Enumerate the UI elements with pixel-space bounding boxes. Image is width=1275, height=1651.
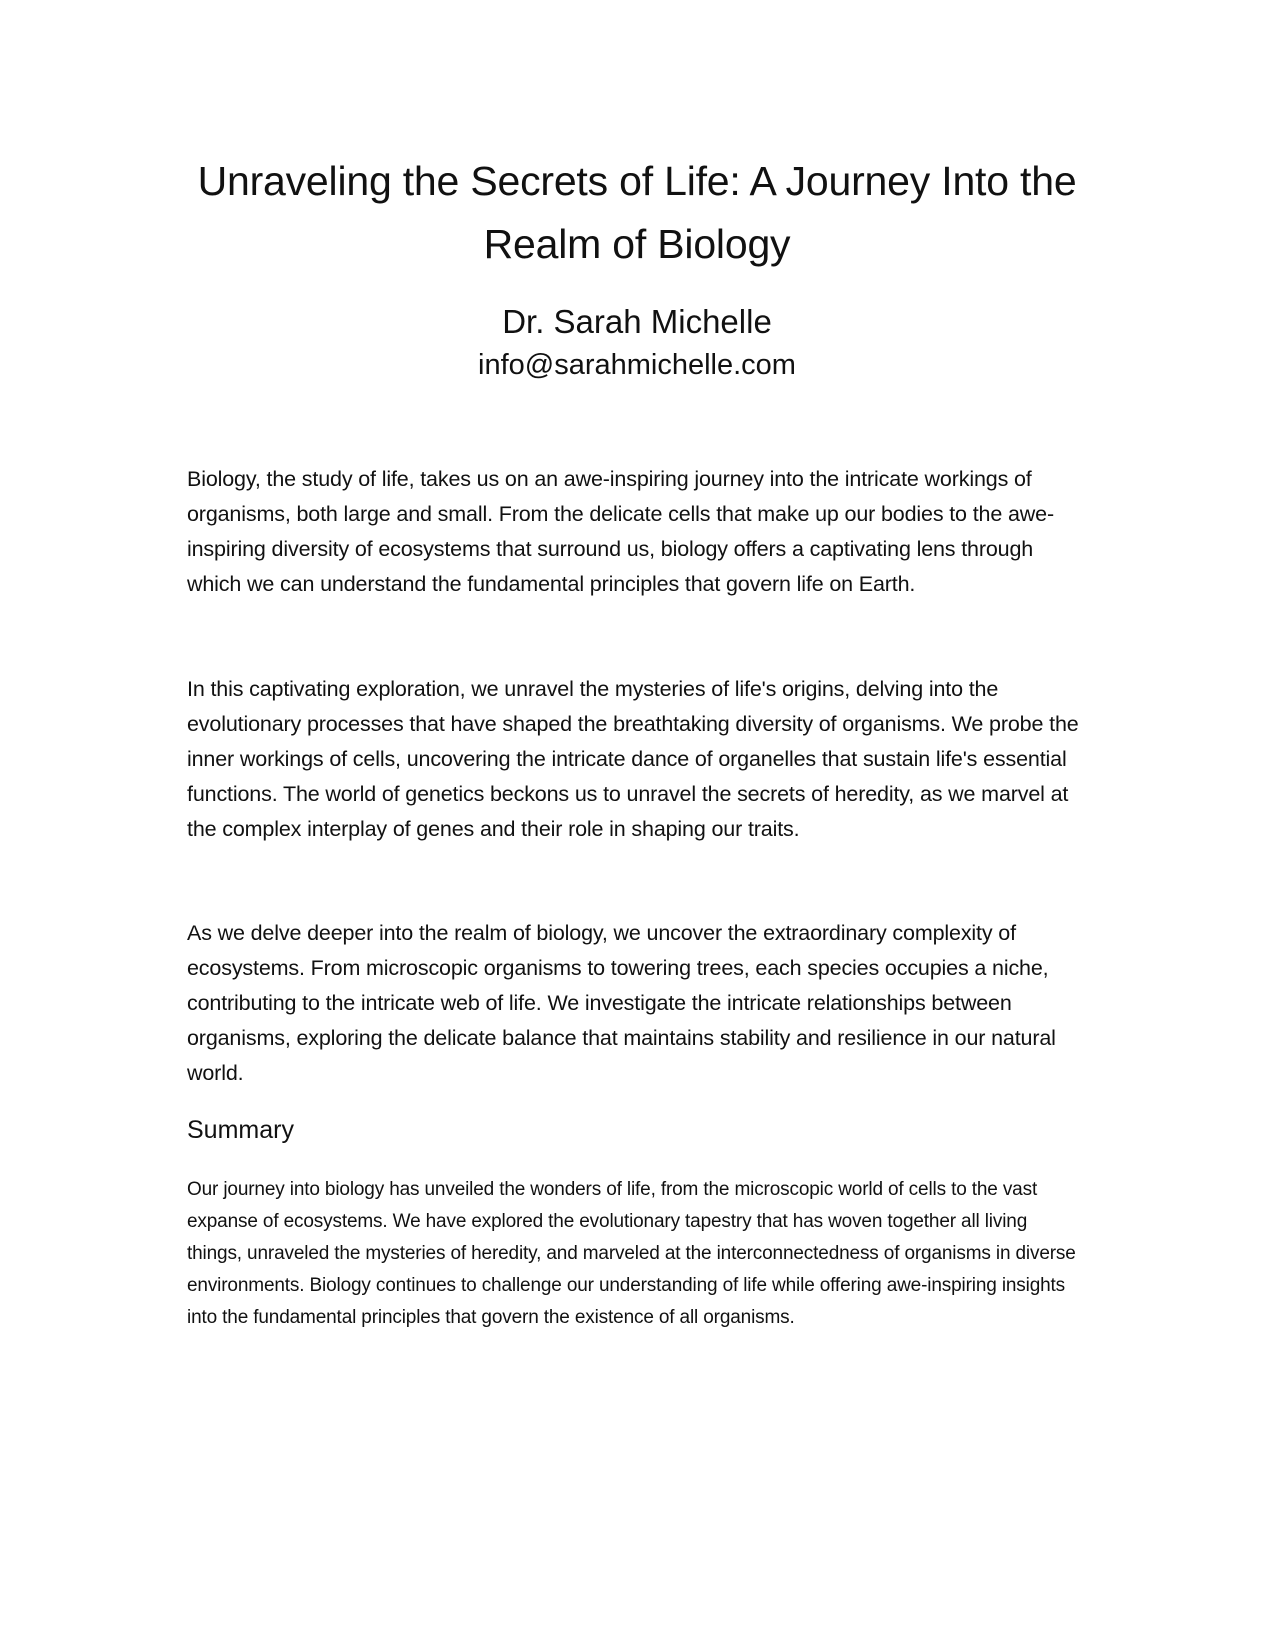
body-paragraph-1: Biology, the study of life, takes us on an awe-inspiring journey into the intricate workings of organisms, both large and small. From the delicate cells that make up our bodies to the awe-inspiring diversity of ecosystems that surround us, biology offers a captivating lens through which we can understand the fundamental principles that govern life on Earth. <box>187 467 1054 596</box>
author-email: info@sarahmichelle.com <box>478 349 796 381</box>
body-paragraph-2: In this captivating exploration, we unravel the mysteries of life's origins, delving into the evolutionary processes that have shaped the breathtaking diversity of organisms. We probe the inner workings of cells, uncovering the intricate dance of organelles that sustain life's essential functions. The world of genetics beckons us to unravel the secrets of heredity, as we marvel at the complex interplay of genes and their role in shaping our traits. <box>187 677 1079 841</box>
body-paragraph-3: As we delve deeper into the realm of biology, we uncover the extraordinary complexity of ecosystems. From microscopic organisms to towering trees, each species occupies a niche, contributing to the intricate web of life. We investigate the intricate relationships between organisms, exploring the delicate balance that maintains stability and resilience in our natural world. <box>187 921 1056 1085</box>
document-title: Unraveling the Secrets of Life: A Journey Into the Realm of Biology <box>197 158 1077 267</box>
summary-paragraph: Our journey into biology has unveiled the wonders of life, from the microscopic world of cells to the vast expanse of ecosystems. We have explored the evolutionary tapestry that has woven together all living things, unraveled the mysteries of heredity, and marveled at the interconnectedness of organisms in diverse environments. Biology continues to challenge our understanding of life while offering awe-inspiring insights into the fundamental principles that govern the existence of all organisms. <box>187 1179 1076 1328</box>
author-name: Dr. Sarah Michelle <box>502 303 772 340</box>
summary-heading: Summary <box>187 1116 294 1144</box>
